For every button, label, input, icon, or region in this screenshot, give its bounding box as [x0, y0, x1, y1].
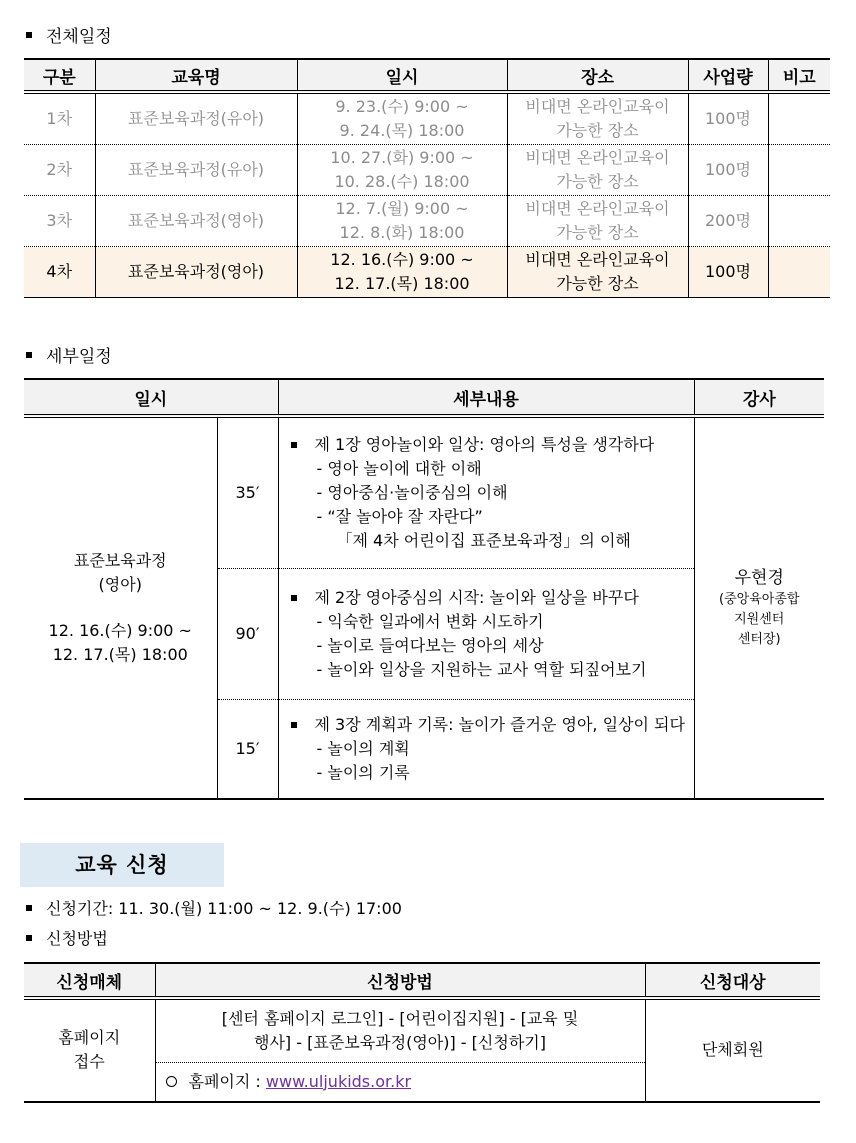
apply-banner: 교육 신청	[20, 843, 224, 887]
session-date: 12. 17.(목) 18:00	[52, 645, 188, 664]
homepage-link[interactable]: www.uljukids.or.kr	[265, 1071, 412, 1091]
circle-bullet-icon	[166, 1076, 177, 1087]
date-cell: 10. 27.(화) 9:00 ~ 10. 28.(수) 18:00	[297, 145, 507, 196]
target-cell: 단체회원	[645, 998, 820, 1102]
col-header: 신청대상	[645, 963, 820, 998]
homepage-cell: 홈페이지 : www.uljukids.or.kr	[155, 1062, 645, 1102]
duration-cell: 35′	[217, 416, 278, 568]
table-row	[24, 998, 820, 1062]
table-header-row	[24, 963, 820, 998]
session-date: 12. 16.(수) 9:00 ~	[48, 621, 192, 640]
note-cell	[768, 247, 830, 298]
method-cell: [센터 홈페이지 로그인] - [어린이집지원] - [교육 및 행사] - [표준보육과정(영아)] - [신청하기]	[155, 998, 645, 1062]
apply-method-heading: 신청방법	[26, 926, 108, 949]
content-cell: 제 1장 영아놀이와 일상: 영아의 특성을 생각하다 - 영아 놀이에 대한 이해 - 영아중심·놀이중심의 이해 - “잘 놀아야 잘 자란다” 「제 4차 어린이집 표준보육과정」의 이해	[278, 416, 694, 568]
note-cell	[768, 196, 830, 247]
place-cell: 비대면 온라인교육이 가능한 장소	[507, 92, 688, 145]
col-header: 장소	[507, 59, 688, 92]
apply-period: 신청기간: 11. 30.(월) 11:00 ~ 12. 9.(수) 17:00	[26, 896, 402, 919]
col-header: 일시	[297, 59, 507, 92]
round-cell: 2차	[24, 145, 95, 196]
instructor-affiliation: (중앙육아종합	[719, 592, 800, 607]
course-cell: 표준보육과정(유아)	[95, 145, 297, 196]
col-header: 세부내용	[278, 379, 694, 416]
duration-cell: 15′	[217, 699, 278, 799]
note-cell	[768, 92, 830, 145]
col-header: 교육명	[95, 59, 297, 92]
instructor-cell: 우현경 (중앙육아종합 지원센터 센터장)	[694, 416, 824, 799]
date-cell: 12. 7.(월) 9:00 ~ 12. 8.(화) 18:00	[297, 196, 507, 247]
round-cell: 3차	[24, 196, 95, 247]
col-header: 신청매체	[24, 963, 155, 998]
course-cell: 표준보육과정(영아)	[95, 247, 297, 298]
overall-schedule-table	[24, 58, 830, 298]
qty-cell: 200명	[688, 196, 768, 247]
media-cell: 홈페이지 접수	[58, 1028, 121, 1072]
content-cell: 제 3장 계획과 기록: 놀이가 즐거운 영아, 일상이 되다 - 놀이의 계획 - 놀이의 기록	[278, 699, 694, 799]
content-cell: 제 2장 영아중심의 시작: 놀이와 일상을 바꾸다 - 익숙한 일과에서 변화 시도하기 - 놀이로 들여다보는 영아의 세상 - 놀이와 일상을 지원하는 교사 역할 되짚어보기	[278, 568, 694, 699]
table-row	[24, 92, 830, 145]
duration-cell: 90′	[217, 568, 278, 699]
overall-heading: 전체일정	[26, 22, 112, 47]
session-name-sub: (영아)	[98, 575, 142, 594]
course-cell: 표준보육과정(영아)	[95, 196, 297, 247]
instructor-name: 우현경	[734, 568, 784, 588]
square-bullet-icon	[26, 935, 32, 941]
place-cell: 비대면 온라인교육이 가능한 장소	[507, 145, 688, 196]
square-bullet-icon	[26, 352, 32, 358]
round-cell: 1차	[46, 109, 73, 128]
col-header: 구분	[24, 59, 95, 92]
qty-cell: 100명	[688, 145, 768, 196]
table-row	[24, 416, 824, 568]
square-bullet-icon	[291, 595, 297, 601]
table-header-row	[24, 379, 824, 416]
square-bullet-icon	[26, 32, 32, 38]
apply-table	[24, 962, 820, 1103]
col-header: 일시	[24, 379, 278, 416]
square-bullet-icon	[26, 905, 32, 911]
session-cell	[24, 416, 217, 799]
detail-schedule-table	[24, 378, 824, 800]
qty-cell: 100명	[688, 92, 768, 145]
date-cell: 9. 23.(수) 9:00 ~ 9. 24.(목) 18:00	[297, 92, 507, 145]
table-row	[24, 196, 830, 247]
course-cell: 표준보육과정(유아)	[95, 92, 297, 145]
date-cell: 12. 16.(수) 9:00 ~ 12. 17.(목) 18:00	[297, 247, 507, 298]
table-row-highlighted	[24, 247, 830, 298]
place-cell: 비대면 온라인교육이 가능한 장소	[507, 247, 688, 298]
table-row	[24, 145, 830, 196]
col-header: 사업량	[688, 59, 768, 92]
col-header: 비고	[768, 59, 830, 92]
square-bullet-icon	[291, 722, 297, 728]
square-bullet-icon	[291, 442, 297, 448]
detail-heading: 세부일정	[26, 342, 112, 367]
note-cell	[768, 145, 830, 196]
qty-cell: 100명	[688, 247, 768, 298]
col-header: 강사	[694, 379, 824, 416]
place-cell: 비대면 온라인교육이 가능한 장소	[507, 196, 688, 247]
round-cell: 4차	[24, 247, 95, 298]
table-header-row	[24, 59, 830, 92]
col-header: 신청방법	[155, 963, 645, 998]
session-name: 표준보육과정	[73, 551, 167, 570]
